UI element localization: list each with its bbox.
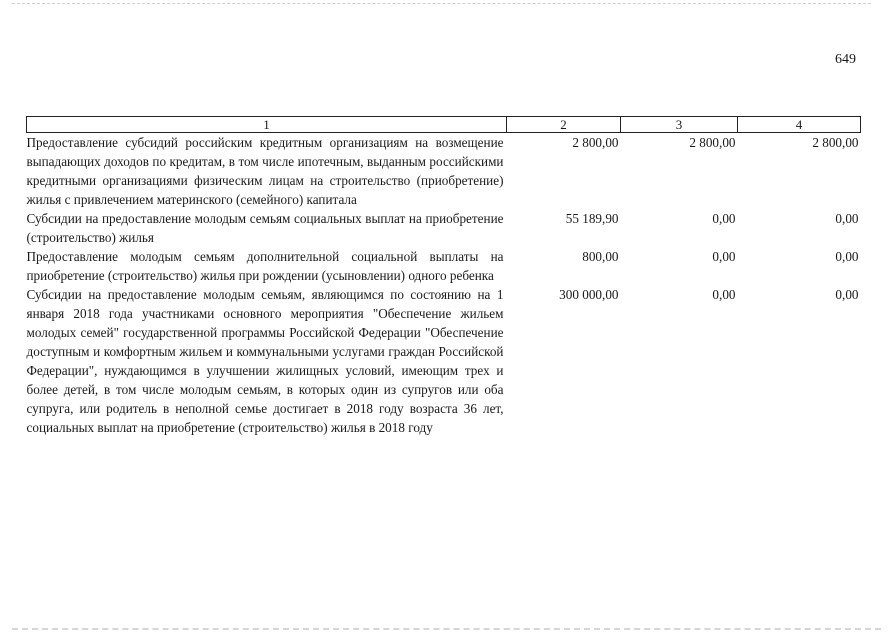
row-value-col3: 2 800,00 [689,135,736,150]
row-value-col2: 300 000,00 [559,287,619,302]
page-number: 649 [835,52,856,67]
column-header-3: 3 [621,117,738,133]
column-header-4: 4 [738,117,861,133]
table-row [27,133,861,210]
row-value-col4: 0,00 [835,249,859,264]
row-description: Субсидии на предоставление молодым семьям, являющимся по состоянию на 1 января 2018 года участниками основного мероприятия "Обеспечение жильем молодых семей" государственной программы Российской Федерации "Обеспечение доступным и комфортным жильем и коммунальными услугами граждан Российской Федерации", нуждающимся в улучшении жилищных условий, имеющим трех и более детей, в том числе молодым семьям, в которых один из супругов или оба супруга, или родитель в неполной семье достигает в 2018 году возраста 36 лет, социальных выплат на приобретение (строительство) жилья в 2018 году [26,287,504,435]
header-row [27,117,861,133]
column-header-1: 1 [27,117,507,133]
row-value-col2: 800,00 [582,249,619,264]
row-value-col4: 0,00 [835,287,859,302]
table-row [27,285,861,437]
row-description: Субсидии на предоставление молодым семьям социальных выплат на приобретение (строительство) жилья [26,211,504,245]
row-value-col3: 0,00 [712,249,736,264]
column-header-2: 2 [507,117,621,133]
row-description: Предоставление субсидий российским кредитным организациям на возмещение выпадающих доходов по кредитам, в том числе ипотечным, выданным российскими кредитными организациями физическим лицам на строительство (приобретение) жилья с привлечением материнского (семейного) капитала [26,135,504,207]
budget-table [26,116,861,437]
row-value-col4: 2 800,00 [812,135,859,150]
top-divider [12,3,871,4]
bottom-divider [12,628,881,630]
row-value-col4: 0,00 [835,211,859,226]
table-row [27,209,861,247]
row-value-col3: 0,00 [712,287,736,302]
row-value-col3: 0,00 [712,211,736,226]
row-value-col2: 2 800,00 [572,135,619,150]
row-description: Предоставление молодым семьям дополнительной социальной выплаты на приобретение (строительство) жилья при рождении (усыновлении) одного ребенка [26,249,504,283]
row-value-col2: 55 189,90 [565,211,619,226]
table-row [27,247,861,285]
